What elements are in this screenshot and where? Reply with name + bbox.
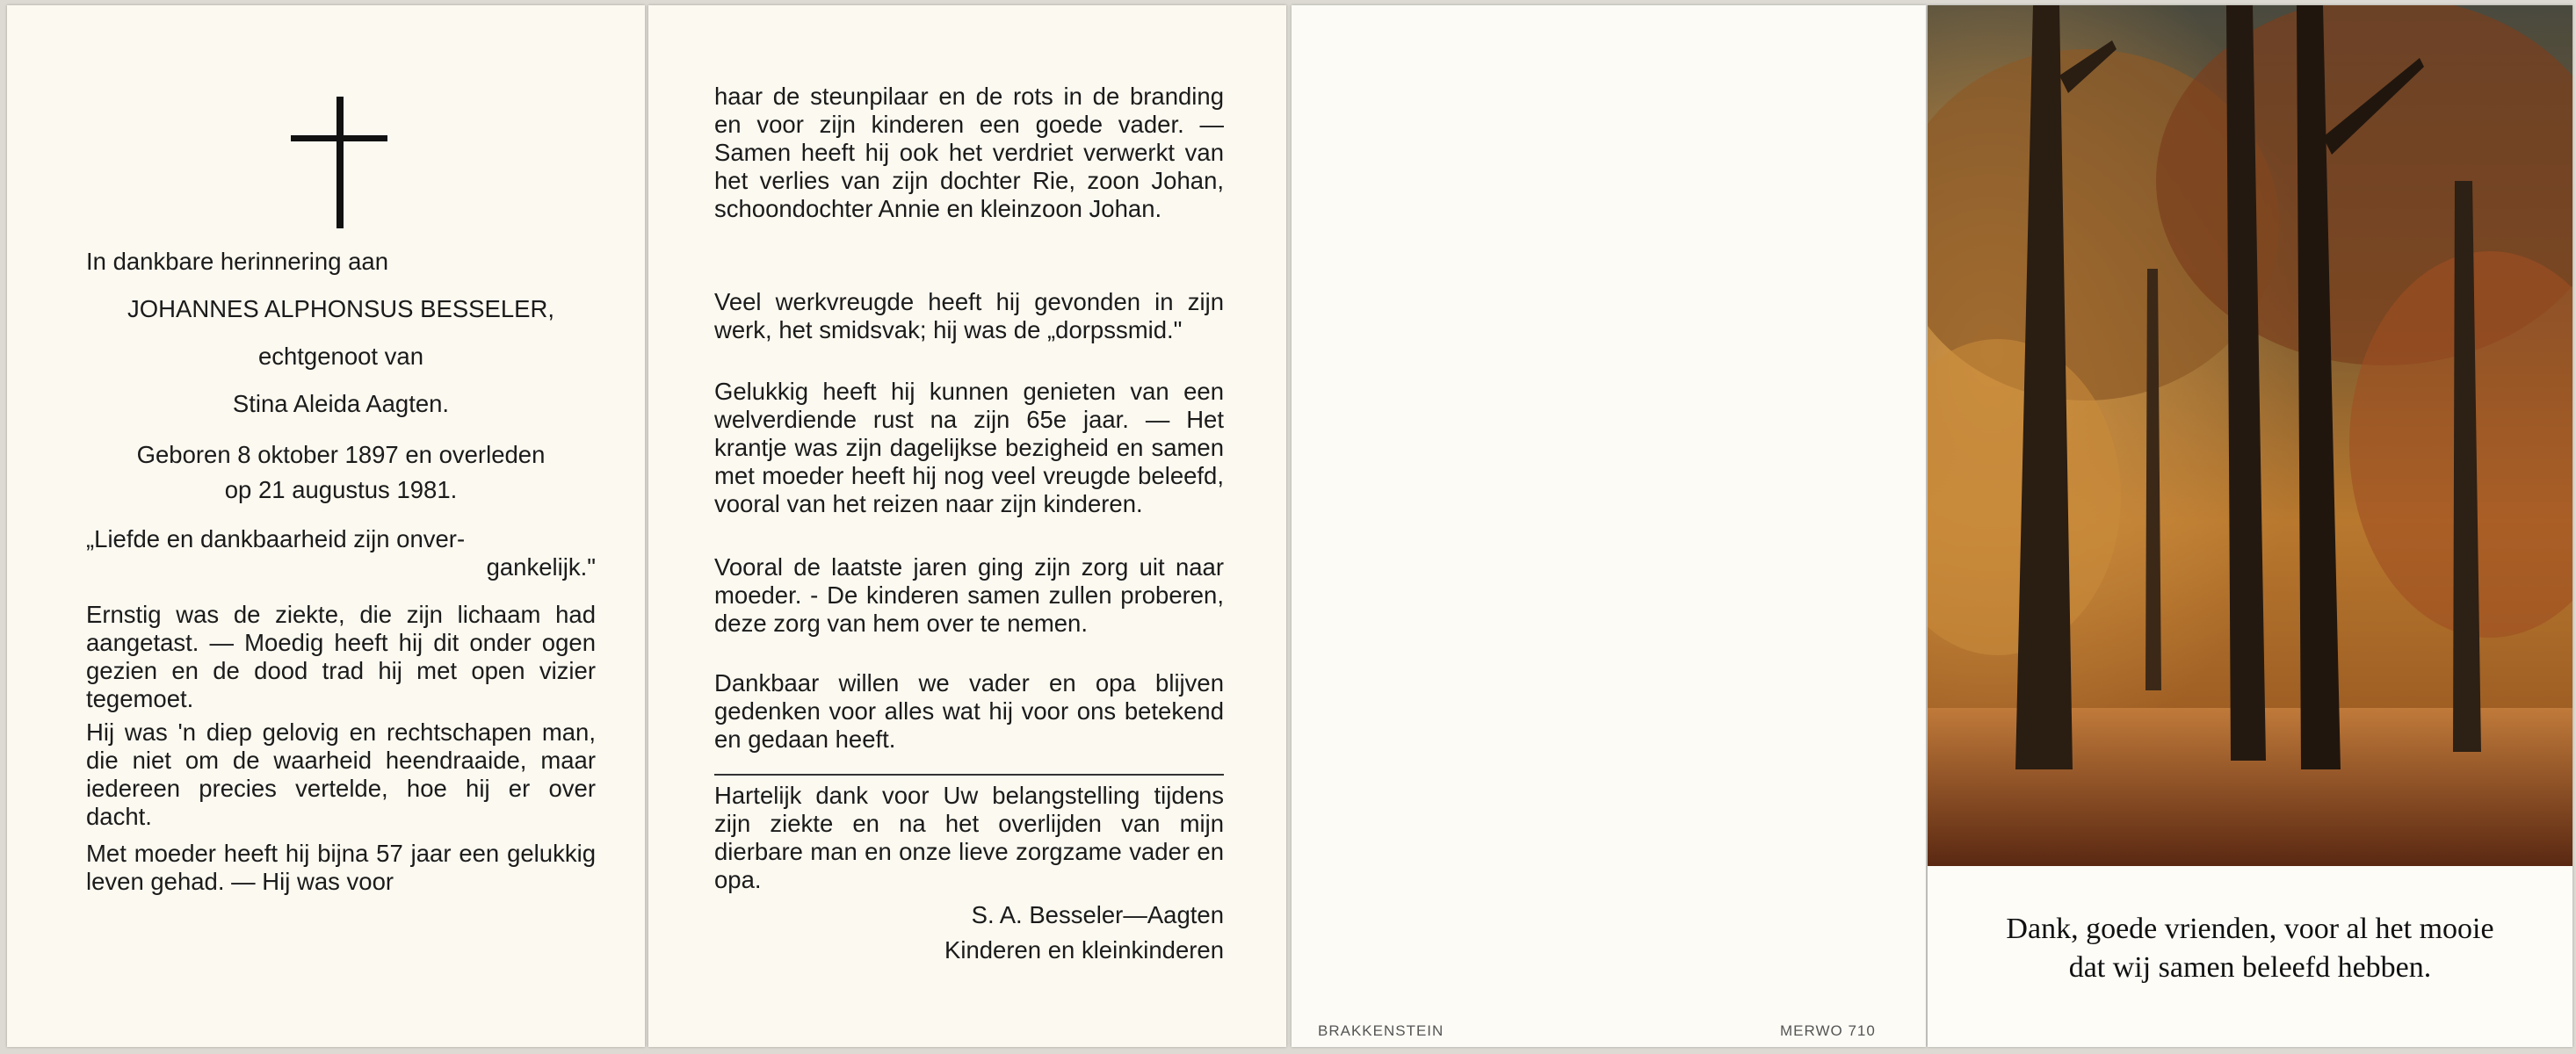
paragraph-work: Veel werkvreugde heeft hij gevonden in zijn werk, het smidsvak; hij was de „dorpssmid."	[714, 288, 1224, 343]
publisher-label: BRAKKENSTEIN	[1318, 1022, 1444, 1039]
photo-caption	[1928, 910, 2572, 987]
paragraph-gratitude: Dankbaar willen we vader en opa blijven gedenken voor alles wat hij voor ons betekend en gedaan heeft.	[714, 669, 1224, 753]
memorial-card-photo-panel	[1928, 5, 2572, 1047]
paragraph-character: Hij was 'n diep gelovig en rechtschapen man, die niet om de waarheid heendraaide, maar iedereen precies vertelde, hoe hij er over dacht.	[86, 718, 596, 830]
deceased-name: JOHANNES ALPHONSUS BESSELER,	[127, 295, 554, 322]
autumn-forest-photo	[1928, 5, 2572, 866]
thanks-paragraph: Hartelijk dank voor Uw belangstelling tijdens zijn ziekte en na het overlijden van mijn dierbare man en onze lieve zorgzame vader en opa.	[714, 782, 1224, 893]
born-died-line2: op 21 augustus 1981.	[224, 476, 458, 503]
paragraph-care: Vooral de laatste jaren ging zijn zorg uit naar moeder. - De kinderen samen zullen proberen, deze zorg van hem over te nemen.	[714, 553, 1224, 637]
intro-text: In dankbare herinnering aan	[86, 248, 389, 275]
quote-line2: gankelijk."	[486, 553, 596, 581]
paragraph-marriage: Met moeder heeft hij bijna 57 jaar een gelukkig leven gehad. — Hij was voor	[86, 840, 596, 895]
memorial-card-inside-panel	[648, 5, 1286, 1047]
signature-children: Kinderen en kleinkinderen	[944, 936, 1224, 964]
spouse-label: echtgenoot van	[257, 343, 424, 370]
quote-line1: „Liefde en dankbaarheid zijn onver-	[86, 525, 466, 552]
caption-line2: dat wij samen beleefd hebben.	[2068, 951, 2432, 984]
born-died-line1: Geboren 8 oktober 1897 en overleden	[136, 441, 546, 468]
paragraph-retirement: Gelukkig heeft hij kunnen genieten van een welverdiende rust na zijn 65e jaar. — Het krantje was zijn dagelijkse bezigheid en samen met moeder heeft hij nog veel vreugde beleefd, vooral van het reizen naar zijn kinderen.	[714, 378, 1224, 517]
print-code: MERWO 710	[1780, 1022, 1876, 1039]
memorial-card-front-panel	[7, 5, 645, 1047]
divider-line	[714, 774, 1224, 776]
caption-line1: Dank, goede vrienden, voor al het mooie	[2006, 913, 2494, 945]
cross-icon	[291, 97, 387, 228]
paragraph-support: haar de steunpilaar en de rots in de branding en voor zijn kinderen een goede vader. — Samen heeft hij ook het verdriet verwerkt van het verlies van zijn dochter Rie, zoon Johan, schoondochter Annie en kleinzoon Johan.	[714, 83, 1224, 222]
memorial-card-back-panel	[1292, 5, 1926, 1047]
signature-widow: S. A. Besseler—Aagten	[971, 901, 1224, 928]
spouse-name: Stina Aleida Aagten.	[232, 390, 450, 417]
paragraph-illness: Ernstig was de ziekte, die zijn lichaam had aangetast. — Moedig heeft hij dit onder ogen gezien en de dood trad hij met open vizier tegemoet.	[86, 601, 596, 712]
